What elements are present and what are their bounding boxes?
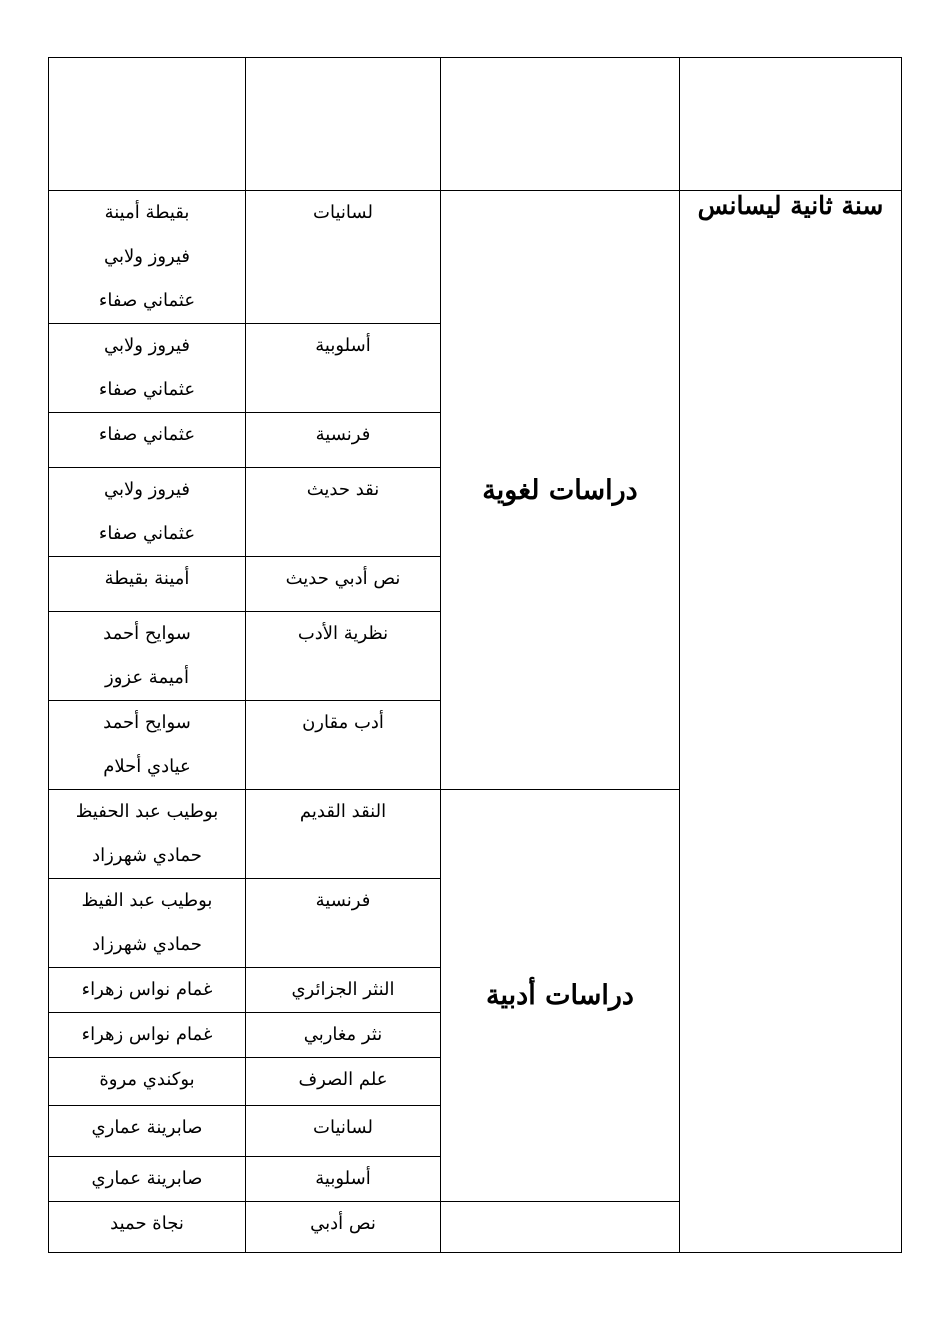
teacher-name: سوايح أحمد	[103, 623, 191, 644]
teachers-cell	[49, 557, 246, 612]
teachers-cell	[49, 701, 246, 790]
major-literature: دراسات أدبية	[441, 790, 680, 1202]
teachers-cell	[49, 324, 246, 413]
table-row	[49, 191, 902, 324]
teacher-name: فيروز ولابي	[103, 246, 191, 267]
teacher-name: عيادي أحلام	[103, 756, 191, 777]
teachers-cell	[49, 790, 246, 879]
schedule-table	[48, 57, 902, 1253]
teachers-cell	[49, 968, 246, 1013]
teacher-name: أمينة بقيطة	[104, 568, 190, 589]
teacher-name: عثماني صفاء	[98, 523, 196, 544]
subject-cell: نص أدبي حديث	[246, 557, 441, 612]
teacher-name: نجاة حميد	[110, 1213, 184, 1234]
teacher-name: صابرينة عماري	[91, 1117, 203, 1138]
subject-cell: نص أدبي	[246, 1202, 441, 1253]
subject-cell: أسلوبية	[246, 324, 441, 413]
teacher-name: فيروز ولابي	[103, 335, 191, 356]
subject-cell: نقد حديث	[246, 468, 441, 557]
subject-cell: النثر الجزائري	[246, 968, 441, 1013]
subject-cell: نظرية الأدب	[246, 612, 441, 701]
teacher-name: غمام نواس زهراء	[81, 1024, 213, 1045]
subject-cell: أدب مقارن	[246, 701, 441, 790]
teacher-name: سوايح أحمد	[103, 712, 191, 733]
subject-cell: فرنسية	[246, 413, 441, 468]
teacher-name: صابرينة عماري	[91, 1168, 203, 1189]
teachers-cell	[49, 191, 246, 324]
teachers-cell	[49, 1157, 246, 1202]
teacher-name: عثماني صفاء	[98, 424, 196, 445]
subject-cell: علم الصرف	[246, 1058, 441, 1106]
subject-cell: فرنسية	[246, 879, 441, 968]
teacher-name: أميمة عزوز	[105, 667, 189, 688]
subject-cell: النقد القديم	[246, 790, 441, 879]
teacher-name: عثماني صفاء	[98, 379, 196, 400]
empty-cell	[246, 58, 441, 191]
subject-cell: لسانيات	[246, 191, 441, 324]
empty-cell	[49, 58, 246, 191]
teacher-name: عثماني صفاء	[98, 290, 196, 311]
major-linguistics: دراسات لغوية	[441, 191, 680, 790]
teachers-cell	[49, 879, 246, 968]
teacher-name: حمادي شهرزاد	[92, 845, 202, 866]
header-row-empty	[49, 58, 902, 191]
teacher-name: فيروز ولابي	[103, 479, 191, 500]
teacher-name: غمام نواس زهراء	[81, 979, 213, 1000]
year-cell: سنة ثانية ليسانس	[680, 191, 902, 1253]
teachers-cell	[49, 468, 246, 557]
subject-cell: لسانيات	[246, 1106, 441, 1157]
teachers-cell	[49, 1058, 246, 1106]
subject-cell: أسلوبية	[246, 1157, 441, 1202]
teachers-cell	[49, 1202, 246, 1253]
teacher-name: بوطيب عبد الفيظ	[81, 890, 213, 911]
teacher-name: بوطيب عبد الحفيظ	[75, 801, 219, 822]
empty-cell	[441, 58, 680, 191]
subject-cell: نثر مغاربي	[246, 1013, 441, 1058]
teacher-name: حمادي شهرزاد	[92, 934, 202, 955]
teachers-cell	[49, 1106, 246, 1157]
teachers-cell	[49, 1013, 246, 1058]
teacher-name: بوكندي مروة	[99, 1069, 195, 1090]
teacher-name: بقيطة أمينة	[104, 202, 190, 223]
teachers-cell	[49, 612, 246, 701]
empty-cell	[441, 1202, 680, 1253]
empty-cell	[680, 58, 902, 191]
teachers-cell	[49, 413, 246, 468]
